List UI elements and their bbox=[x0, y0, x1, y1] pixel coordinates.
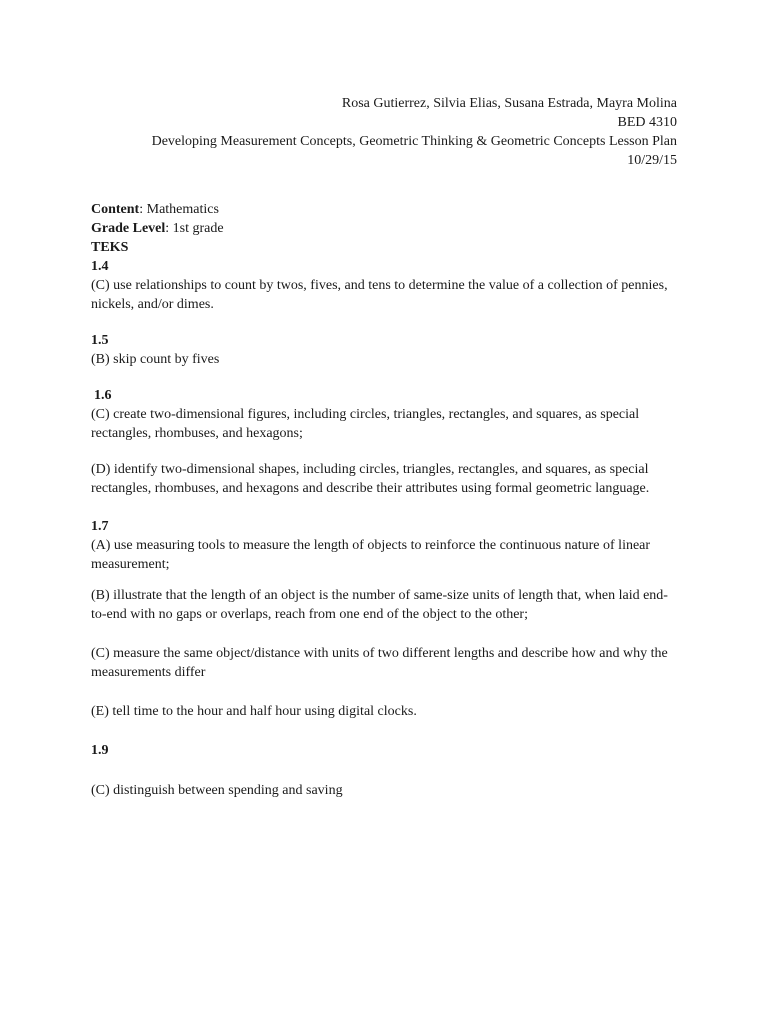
standard-item: (E) tell time to the hour and half hour using digital clocks. bbox=[91, 704, 417, 719]
teks-heading: TEKS bbox=[91, 240, 129, 255]
standard-item: (B) illustrate that the length of an object is the number of same-size units of length that, when laid end-to-end with no gaps or overlaps, reach from one end of the object to the other; bbox=[91, 588, 668, 622]
grade-level-line bbox=[91, 219, 681, 238]
document-header bbox=[57, 94, 677, 170]
section-number-1-7: 1.7 bbox=[91, 519, 109, 534]
content-label: Content bbox=[91, 202, 140, 217]
standard-item: (D) identify two-dimensional shapes, including circles, triangles, rectangles, and squares, as special rectangles, rhombuses, and hexagons and describe their attributes using formal geometric language. bbox=[91, 462, 650, 496]
standard-item: (C) create two-dimensional figures, including circles, triangles, rectangles, and squares, as special rectangles, rhombuses, and hexagons; bbox=[91, 407, 640, 441]
course-code: BED 4310 bbox=[617, 115, 677, 130]
section-number-1-6: 1.6 bbox=[94, 388, 112, 403]
content-value: : Mathematics bbox=[139, 202, 219, 217]
document-title: Developing Measurement Concepts, Geometric Thinking & Geometric Concepts Lesson Plan bbox=[151, 134, 677, 149]
section-number-1-5: 1.5 bbox=[91, 333, 109, 348]
standard-item: (B) skip count by fives bbox=[91, 352, 220, 367]
standard-item: (C) measure the same object/distance with units of two different lengths and describe how and why the measurements differ bbox=[91, 646, 668, 680]
content-line bbox=[91, 200, 681, 219]
section-number-1-9: 1.9 bbox=[91, 743, 109, 758]
document-date: 10/29/15 bbox=[627, 153, 677, 168]
document-body bbox=[91, 200, 681, 800]
standard-item: (A) use measuring tools to measure the length of objects to reinforce the continuous nature of linear measurement; bbox=[91, 538, 651, 572]
standard-item: (C) distinguish between spending and saving bbox=[91, 783, 343, 798]
grade-level-label: Grade Level bbox=[91, 221, 166, 236]
standard-item: (C) use relationships to count by twos, fives, and tens to determine the value of a collection of pennies, nickels, and/or dimes. bbox=[91, 278, 668, 312]
authors-line: Rosa Gutierrez, Silvia Elias, Susana Estrada, Mayra Molina bbox=[341, 96, 677, 111]
section-number-1-4: 1.4 bbox=[91, 259, 109, 274]
grade-level-value: : 1st grade bbox=[165, 221, 224, 236]
